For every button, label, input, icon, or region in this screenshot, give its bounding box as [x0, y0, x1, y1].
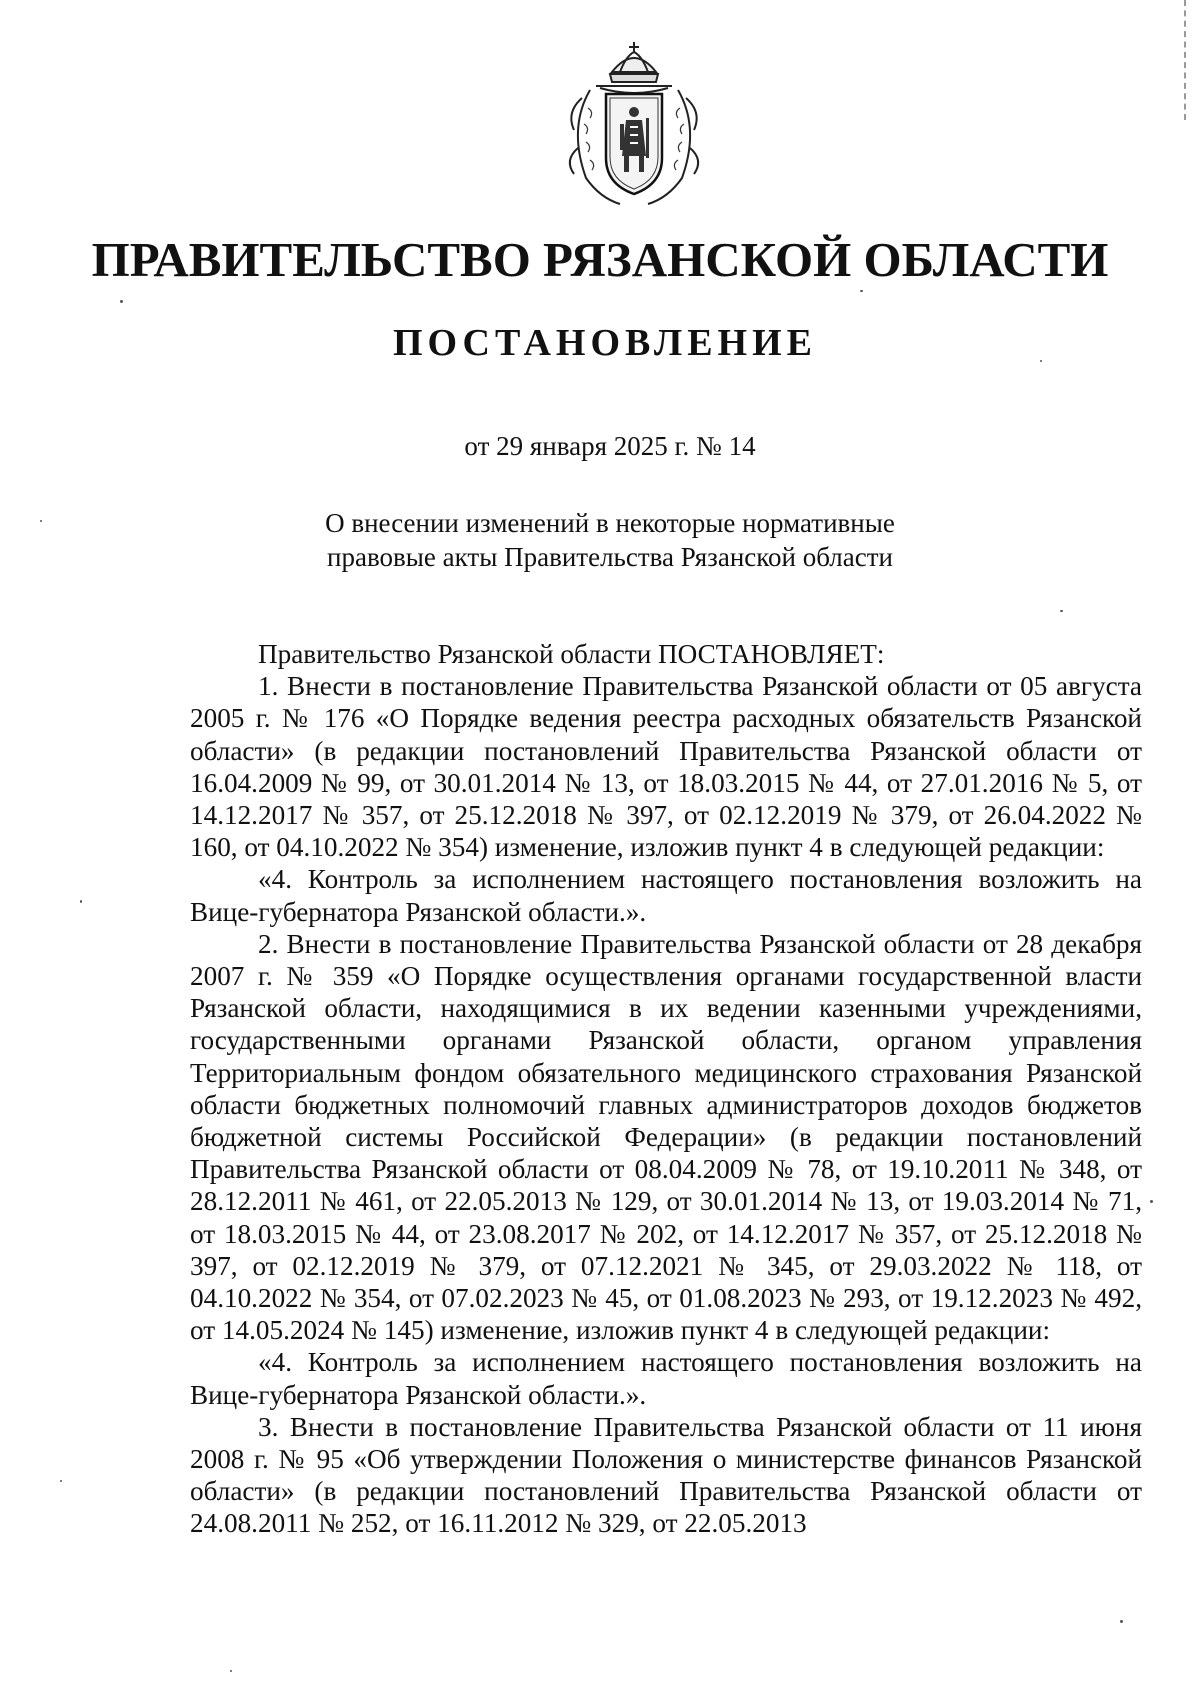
- document-date-number: от 29 января 2025 г. № 14: [464, 431, 756, 461]
- coat-of-arms-icon: [560, 38, 708, 213]
- scan-speck: [1150, 1200, 1153, 1203]
- scan-speck: [1120, 1620, 1123, 1623]
- scan-speck: [1060, 610, 1063, 612]
- body-paragraph-2: «4. Контроль за исполнением настоящего постановления возложить на Вице-губернатора Рязанской области.».: [190, 864, 1142, 927]
- body-intro: Правительство Рязанской области ПОСТАНОВЛЯЕТ:: [258, 639, 885, 669]
- subject-line-2: правовые акты Правительства Рязанской области: [327, 542, 893, 572]
- government-title: ПРАВИТЕЛЬСТВО РЯЗАНСКОЙ ОБЛАСТИ: [91, 232, 1109, 287]
- scan-edge-mark: [1180, 0, 1186, 120]
- body-paragraph-5: 3. Внести в постановление Правительства Рязанской области от 11 июня 2008 г. № 95 «Об утверждении Положения о министерстве финансов Рязанской области» (в редакции постановлений Правительства Рязанской области от 24.08.2011 № 252, от 16.11.2012 № 329, от 22.05.2013: [190, 1411, 1142, 1539]
- body-paragraph-4: «4. Контроль за исполнением настоящего постановления возложить на Вице-губернатора Рязанской области.».: [190, 1347, 1142, 1410]
- scan-speck: [230, 1670, 232, 1672]
- subject-line-1: О внесении изменений в некоторые нормативные: [325, 508, 895, 538]
- document-type-heading: ПОСТАНОВЛЕНИЕ: [392, 322, 818, 364]
- scan-speck: [1040, 360, 1042, 362]
- document-body: [190, 638, 1142, 1540]
- scan-speck: [80, 900, 82, 903]
- scan-speck: [40, 520, 42, 522]
- body-paragraph-1: 1. Внести в постановление Правительства Рязанской области от 05 августа 2005 г. № 176 «О Порядке ведения реестра расходных обязательств Рязанской области» (в редакции постановлений Правительства Рязанской области от 16.04.2009 № 99, от 30.01.2014 № 13, от 18.03.2015 № 44, от 27.01.2016 № 5, от 14.12.2017 № 357, от 25.12.2018 № 397, от 02.12.2019 № 379, от 26.04.2022 № 160, от 04.10.2022 № 354) изменение, изложив пункт 4 в следующей редакции:: [190, 671, 1142, 863]
- scan-speck: [60, 1480, 62, 1482]
- body-paragraph-3: 2. Внести в постановление Правительства Рязанской области от 28 декабря 2007 г. № 359 «О Порядке осуществления органами государственной власти Рязанской области, находящимися в их ведении казенными учреждениями, государственными органами Рязанской области, органом управления Территориальным фондом обязательного медицинского страхования Рязанской области бюджетных полномочий главных администраторов доходов бюджетов бюджетной системы Российской Федерации» (в редакции постановлений Правительства Рязанской области от 08.04.2009 № 78, от 19.10.2011 № 348, от 28.12.2011 № 461, от 22.05.2013 № 129, от 30.01.2014 № 13, от 19.03.2014 № 71, от 18.03.2015 № 44, от 23.08.2017 № 202, от 14.12.2017 № 357, от 25.12.2018 № 397, от 02.12.2019 № 379, от 07.12.2021 № 345, от 29.03.2022 № 118, от 04.10.2022 № 354, от 07.02.2023 № 45, от 01.08.2023 № 293, от 19.12.2023 № 492, от 14.05.2024 № 145) изменение, изложив пункт 4 в следующей редакции:: [190, 928, 1142, 1346]
- document-subject: [300, 506, 920, 574]
- scan-speck: [120, 300, 123, 303]
- scan-speck: [860, 290, 863, 292]
